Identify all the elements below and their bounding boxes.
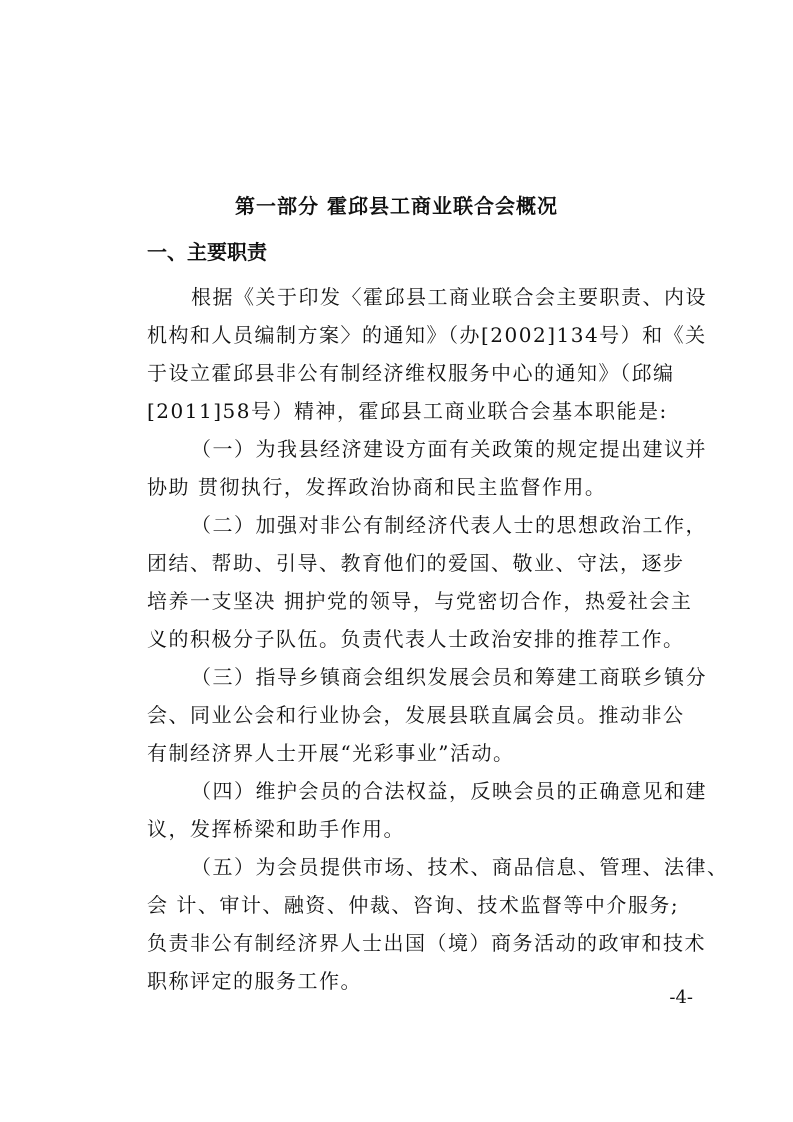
paragraph-line: （一）为我县经济建设方面有关政策的规定提出建议并 [191,437,707,461]
paragraph-line: 团结、帮助、引导、教育他们的爱国、敬业、守法，逐步 [147,551,685,575]
paragraph-line: （五）为会员提供市场、技术、商品信息、管理、法律、 [191,855,729,879]
paragraph-item-4 [147,772,707,848]
paragraph-line: （二）加强对非公有制经济代表人士的思想政治工作， [191,513,707,537]
paragraph-line: 协助 贯彻执行，发挥政治协商和民主监督作用。 [147,475,607,499]
section-heading: 一、主要职责 [147,240,267,264]
paragraph-line: 议，发挥桥梁和助手作用。 [147,817,405,841]
paragraph-line: 有制经济界人士开展“光彩事业”活动。 [147,741,515,765]
paragraph-line: 培养一支坚决 拥护党的领导，与党密切合作，热爱社会主 [147,589,693,613]
paragraph-item-2 [147,506,707,658]
paragraph-line: 职称评定的服务工作。 [147,969,362,993]
paragraph-item-3 [147,658,707,772]
paragraph-item-1 [147,430,707,506]
paragraph-intro [147,278,707,430]
paragraph-line: 义的积极分子队伍。负责代表人士政治安排的推荐工作。 [147,627,685,651]
paragraph-line: 机构和人员编制方案〉的通知》（办[2002]134号）和《关 [147,323,707,347]
paragraph-line: 会、同业公会和行业协会，发展县联直属会员。推动非公 [147,703,685,727]
paragraph-line: （三）指导乡镇商会组织发展会员和筹建工商联乡镇分 [191,665,707,689]
paragraph-line: [2011]58号）精神，霍邱县工商业联合会基本职能是: [147,399,668,423]
paragraph-line: 于设立霍邱县非公有制经济维权服务中心的通知》（邱编 [147,361,675,385]
paragraph-line: 根据《关于印发〈霍邱县工商业联合会主要职责、内设 [191,285,707,309]
paragraph-line: （四）维护会员的合法权益，反映会员的正确意见和建 [191,779,707,803]
paragraph-line: 负责非公有制经济界人士出国（境）商务活动的政审和技术 [147,931,706,955]
paragraph-item-5 [147,848,729,1000]
paragraph-line: 会 计、审计、融资、仲裁、咨询、技术监督等中介服务; [147,893,680,917]
page-number: -4- [669,987,693,1008]
page-title: 第一部分 霍邱县工商业联合会概况 [235,194,558,218]
